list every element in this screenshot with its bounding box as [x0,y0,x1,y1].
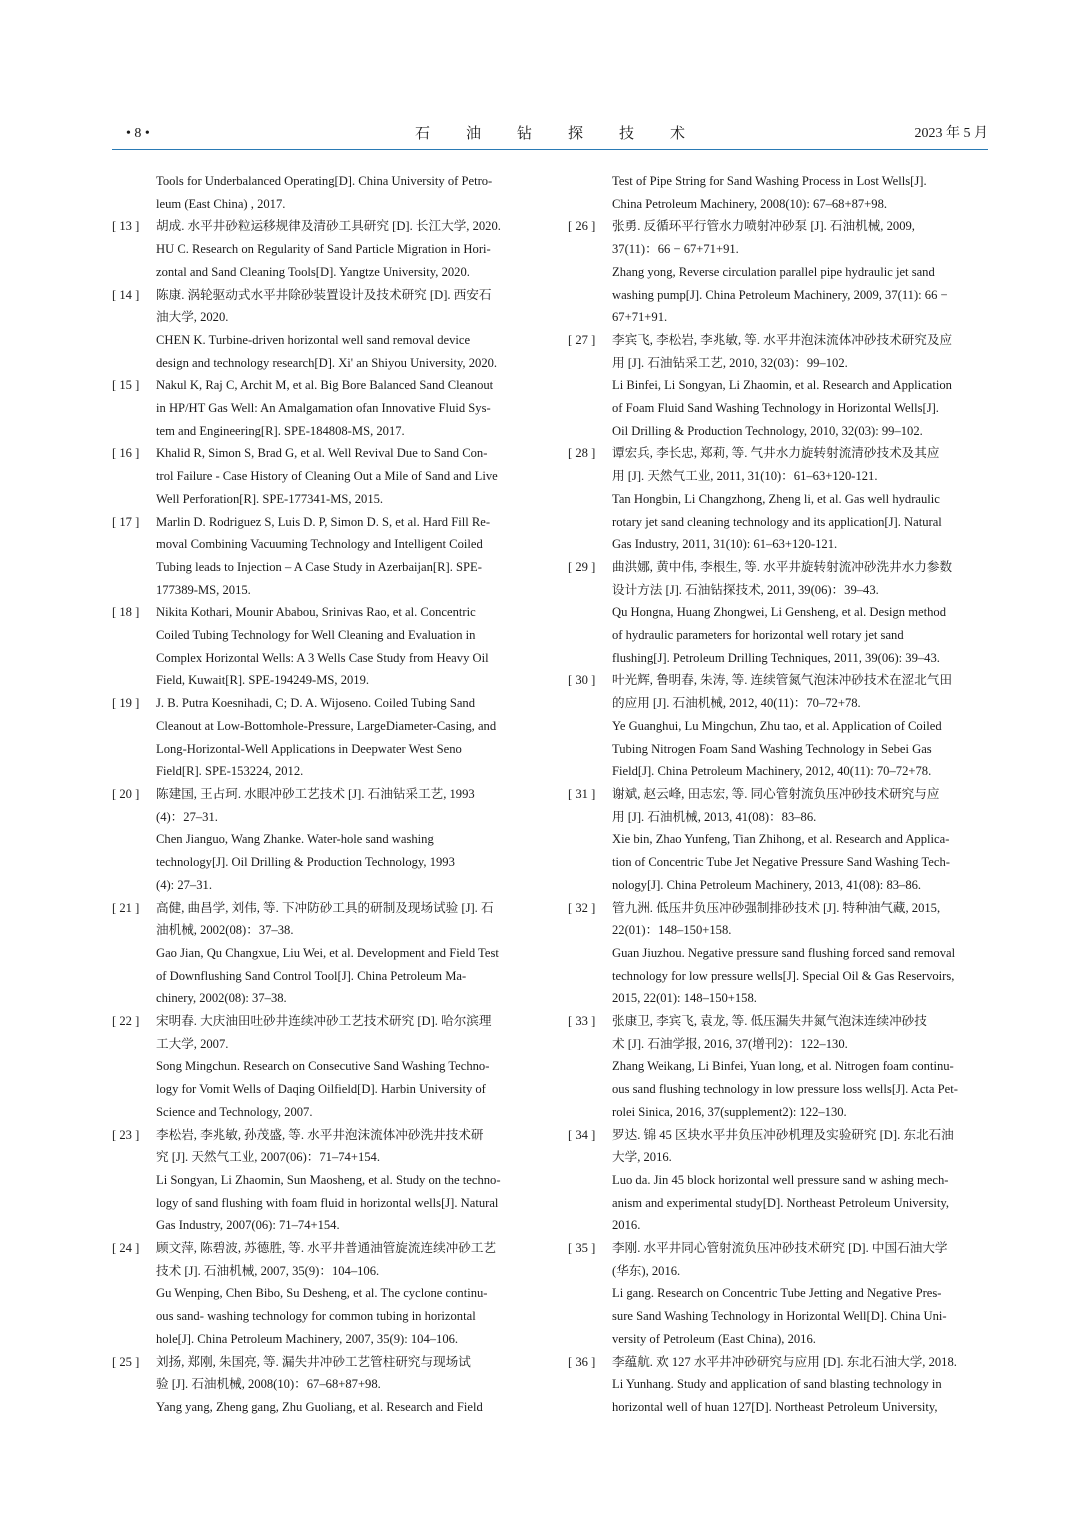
reference-text-line: flushing[J]. Petroleum Drilling Techniques, 2011, 39(06): 39–43. [612,650,940,665]
reference-number: [ 30 ] [568,673,596,688]
reference-text-line: Xie bin, Zhao Yunfeng, Tian Zhihong, et al. Research and Applica- [612,832,950,847]
reference-entry [112,601,532,692]
reference-entry [568,897,988,1011]
reference-text-line: horizontal well of huan 127[D]. Northeast Petroleum University, [612,1399,938,1414]
reference-text-line: Ye Guanghui, Lu Mingchun, Zhu tao, et al. Application of Coiled [612,718,942,733]
left-reference-column [112,170,532,1419]
reference-text-line: 高健, 曲昌学, 刘伟, 等. 下冲防砂工具的研制及现场试验 [J]. 石 [156,900,494,915]
reference-text-line: 技术 [J]. 石油机械, 2007, 35(9)：104–106. [156,1263,380,1278]
reference-entry [568,669,988,783]
reference-text-line: Chen Jianguo, Wang Zhanke. Water-hole sand washing [156,832,434,847]
reference-entry [112,374,532,442]
reference-text-line: Gas Industry, 2007(06): 71–74+154. [156,1218,340,1233]
reference-text-line: 曲洪娜, 黄中伟, 李根生, 等. 水平井旋转射流冲砂洗井水力参数 [612,559,953,574]
reference-text-line: Nikita Kothari, Mounir Ababou, Srinivas Rao, et al. Concentric [156,605,476,620]
reference-entry [112,511,532,602]
reference-number: [ 36 ] [568,1354,596,1369]
reference-text-line: Tubing leads to Injection – A Case Study in Azerbaijan[R]. SPE- [156,559,482,574]
reference-text-line: Zhang Weikang, Li Binfei, Yuan long, et al. Nitrogen foam continu- [612,1059,954,1074]
reference-text-line: Complex Horizontal Wells: A 3 Wells Case Study from Heavy Oil [156,650,489,665]
reference-text-line: logy of sand flushing with foam fluid in horizontal wells[J]. Natural [156,1195,499,1210]
reference-entry [112,1124,532,1238]
reference-entry [112,783,532,897]
reference-text-line: chinery, 2002(08): 37–38. [156,991,287,1006]
page-number: • 8 • [126,126,150,141]
reference-text-line: 李宾飞, 李松岩, 李兆敏, 等. 水平井泡沫流体冲砂技术研究及应 [612,332,953,347]
reference-text-line: Nakul K, Raj C, Archit M, et al. Big Bore Balanced Sand Cleanout [156,378,494,393]
reference-entry [568,1124,988,1238]
reference-text-line: HU C. Research on Regularity of Sand Particle Migration in Hori- [156,242,491,257]
reference-number: [ 13 ] [112,219,140,234]
reference-text-line: Tubing Nitrogen Foam Sand Washing Technology in Sebei Gas [612,741,932,756]
reference-text-line: J. B. Putra Koesnihadi, C; D. A. Wijoseno. Coiled Tubing Sand [156,696,476,711]
reference-text-line: 张勇. 反循环平行管水力喷射冲砂泵 [J]. 石油机械, 2009, [612,219,915,234]
reference-number: [ 26 ] [568,219,596,234]
reference-text-line: hole[J]. China Petroleum Machinery, 2007, 35(9): 104–106. [156,1331,459,1346]
reference-text-line: Test of Pipe String for Sand Washing Process in Lost Wells[J]. [612,174,927,188]
reference-text-line: 的应用 [J]. 石油机械, 2012, 40(11)：70–72+78. [612,696,861,711]
reference-text-line: zontal and Sand Cleaning Tools[D]. Yangtze University, 2020. [156,264,470,279]
reference-text-line: 谢斌, 赵云峰, 田志宏, 等. 同心管射流负压冲砂技术研究与应 [612,786,940,801]
reference-text-line: Zhang yong, Reverse circulation parallel pipe hydraulic jet sand [612,264,935,279]
reference-entry [568,170,988,215]
reference-text-line: Field[J]. China Petroleum Machinery, 2012, 40(11): 70–72+78. [612,764,932,779]
journal-title: 石油钻探技术 [414,126,721,142]
reference-number: [ 20 ] [112,786,140,801]
reference-text-line: ous sand flushing technology in low pressure loss wells[J]. Acta Pet- [612,1082,958,1097]
reference-text-line: Field[R]. SPE-153224, 2012. [156,764,304,779]
reference-text-line: trol Failure - Case History of Cleaning Out a Mile of Sand and Live [156,469,498,484]
reference-text-line: of Downflushing Sand Control Tool[J]. China Petroleum Ma- [156,968,467,983]
reference-text-line: 陈康. 涡轮驱动式水平井除砂装置设计及技术研究 [D]. 西安石 [156,287,492,302]
reference-text-line: 叶光辉, 鲁明春, 朱涛, 等. 连续管氮气泡沫冲砂技术在涩北气田 [612,673,953,688]
reference-number: [ 31 ] [568,786,596,801]
reference-text-line: 2015, 22(01): 148–150+158. [612,991,757,1006]
reference-number: [ 15 ] [112,378,140,393]
reference-text-line: Li Yunhang. Study and application of sand blasting technology in [612,1377,942,1392]
reference-text-line: of hydraulic parameters for horizontal well rotary jet sand [612,628,904,643]
reference-entry [112,1237,532,1351]
reference-text-line: 顾文萍, 陈碧波, 苏德胜, 等. 水平井普通油管旋流连续冲砂工艺 [156,1241,497,1256]
reference-number: [ 17 ] [112,514,140,529]
reference-number: [ 18 ] [112,605,140,620]
reference-text-line: nology[J]. China Petroleum Machinery, 2013, 41(08): 83–86. [612,877,922,892]
reference-text-line: Cleanout at Low-Bottomhole-Pressure, LargeDiameter-Casing, and [156,718,497,733]
reference-text-line: rotary jet sand cleaning technology and its application[J]. Natural [612,514,942,529]
reference-text-line: 大学, 2016. [612,1150,672,1165]
reference-text-line: 宋明春. 大庆油田吐砂井连续冲砂工艺技术研究 [D]. 哈尔滨理 [156,1014,492,1029]
reference-text-line: CHEN K. Turbine-driven horizontal well sand removal device [156,332,471,347]
reference-text-line: 177389-MS, 2015. [156,582,251,597]
reference-entry [568,783,988,897]
reference-entry [112,442,532,510]
reference-text-line: moval Combining Vacuuming Technology and Intelligent Coiled [156,537,483,552]
reference-text-line: Li Binfei, Li Songyan, Li Zhaomin, et al. Research and Application [612,378,952,393]
reference-number: [ 19 ] [112,696,140,711]
reference-text-line: (4)：27–31. [156,809,218,824]
reference-text-line: 胡成. 水平井砂粒运移规律及清砂工具研究 [D]. 长江大学, 2020. [156,219,501,234]
reference-text-line: technology[J]. Oil Drilling & Production Technology, 1993 [156,855,455,870]
reference-entry [568,1010,988,1124]
reference-text-line: Li gang. Research on Concentric Tube Jetting and Negative Pres- [612,1286,942,1301]
reference-text-line: tion of Concentric Tube Jet Negative Pressure Sand Washing Tech- [612,855,950,870]
reference-entry [112,1010,532,1124]
reference-number: [ 29 ] [568,559,596,574]
reference-text-line: sure Sand Washing Technology in Horizontal Well[D]. China Uni- [612,1309,947,1324]
reference-number: [ 34 ] [568,1127,596,1142]
reference-text-line: Gao Jian, Qu Changxue, Liu Wei, et al. Development and Field Test [156,945,499,960]
reference-text-line: Guan Jiuzhou. Negative pressure sand flushing forced sand removal [612,945,956,960]
reference-text-line: 究 [J]. 天然气工业, 2007(06)：71–74+154. [156,1150,380,1165]
reference-number: [ 23 ] [112,1127,140,1142]
reference-text-line: 管九洲. 低压井负压冲砂强制排砂技术 [J]. 特种油气藏, 2015, [612,900,941,915]
reference-text-line: ous sand- washing technology for common tubing in horizontal [156,1309,476,1324]
reference-entry [568,556,988,670]
reference-entry [568,215,988,329]
reference-text-line: Gu Wenping, Chen Bibo, Su Desheng, et al. The cyclone continu- [156,1286,488,1301]
right-reference-column [568,170,988,1419]
reference-entry [112,1351,532,1419]
reference-text-line: 用 [J]. 石油机械, 2013, 41(08)：83–86. [612,809,817,824]
reference-text-line: leum (East China) , 2017. [156,196,286,211]
reference-text-line: Long-Horizontal-Well Applications in Deepwater West Seno [156,741,462,756]
reference-text-line: 油机械, 2002(08)：37–38. [156,923,294,938]
reference-text-line: (华东), 2016. [612,1263,681,1278]
reference-text-line: tem and Engineering[R]. SPE-184808-MS, 2017. [156,423,405,438]
reference-text-line: 67+71+91. [612,310,668,325]
reference-entry [112,897,532,1011]
reference-text-line: Qu Hongna, Huang Zhongwei, Li Gensheng, et al. Design method [612,605,947,620]
reference-number: [ 24 ] [112,1241,140,1256]
reference-text-line: Well Perforation[R]. SPE-177341-MS, 2015. [156,491,384,506]
reference-entry [112,284,532,375]
reference-text-line: in HP/HT Gas Well: An Amalgamation ofan Innovative Fluid Sys- [156,401,491,416]
reference-text-line: Yang yang, Zheng gang, Zhu Guoliang, et al. Research and Field [156,1399,483,1414]
reference-entry [568,1351,988,1419]
reference-number: [ 21 ] [112,900,140,915]
reference-number: [ 16 ] [112,446,140,461]
reference-text-line: China Petroleum Machinery, 2008(10): 67–68+87+98. [612,196,888,211]
reference-text-line: logy for Vomit Wells of Daqing Oilfield[D]. Harbin University of [156,1082,486,1097]
reference-text-line: anism and experimental study[D]. Northeast Petroleum University, [612,1195,950,1210]
reference-text-line: versity of Petroleum (East China), 2016. [612,1331,816,1346]
reference-text-line: 李松岩, 李兆敏, 孙茂盛, 等. 水平井泡沫流体冲砂洗井技术研 [156,1127,484,1142]
reference-text-line: 谭宏兵, 李长忠, 郑莉, 等. 气井水力旋转射流清砂技术及其应 [612,446,940,461]
reference-entry [568,442,988,556]
header-rule [112,149,988,150]
reference-text-line: technology for low pressure wells[J]. Special Oil & Gas Reservoirs, [612,968,955,983]
reference-text-line: 李刚. 水平井同心管射流负压冲砂技术研究 [D]. 中国石油大学 [612,1241,948,1256]
reference-text-line: 37(11)：66 − 67+71+91. [612,242,739,257]
reference-text-line: 陈建国, 王占珂. 水眼冲砂工艺技术 [J]. 石油钻采工艺, 1993 [156,786,475,801]
reference-text-line: 术 [J]. 石油学报, 2016, 37(增刊2)：122–130. [612,1036,848,1051]
reference-text-line: 验 [J]. 石油机械, 2008(10)：67–68+87+98. [156,1377,381,1392]
reference-text-line: design and technology research[D]. Xi' an Shiyou University, 2020. [156,355,498,370]
reference-number: [ 27 ] [568,332,596,347]
reference-number: [ 33 ] [568,1014,596,1029]
reference-text-line: Khalid R, Simon S, Brad G, et al. Well Revival Due to Sand Con- [156,446,488,461]
reference-number: [ 14 ] [112,287,140,302]
reference-text-line: Li Songyan, Li Zhaomin, Sun Maosheng, et al. Study on the techno- [156,1172,501,1187]
reference-text-line: 李蕴航. 欢 127 水平井冲砂研究与应用 [D]. 东北石油大学, 2018. [612,1354,957,1369]
reference-text-line: washing pump[J]. China Petroleum Machinery, 2009, 37(11): 66 − [612,287,948,302]
reference-text-line: (4): 27–31. [156,877,212,892]
issue-date: 2023 年 5 月 [914,126,988,141]
reference-text-line: 设计方法 [J]. 石油钻探技术, 2011, 39(06)：39–43. [612,582,879,597]
reference-entry [568,329,988,443]
reference-text-line: Tools for Underbalanced Operating[D]. China University of Petro- [156,174,493,188]
page-header [112,124,988,148]
reference-text-line: Song Mingchun. Research on Consecutive Sand Washing Techno- [156,1059,490,1074]
reference-text-line: of Foam Fluid Sand Washing Technology in Horizontal Wells[J]. [612,401,939,416]
reference-text-line: rolei Sinica, 2016, 37(supplement2): 122–130. [612,1104,847,1119]
reference-text-line: Gas Industry, 2011, 31(10): 61–63+120-121. [612,537,838,552]
reference-number: [ 28 ] [568,446,596,461]
reference-entry [568,1237,988,1351]
reference-number: [ 22 ] [112,1014,140,1029]
reference-entry [112,170,532,215]
reference-text-line: Science and Technology, 2007. [156,1104,313,1119]
reference-text-line: 罗达. 锦 45 区块水平井负压冲砂机理及实验研究 [D]. 东北石油 [612,1127,954,1142]
reference-text-line: Oil Drilling & Production Technology, 2010, 32(03): 99–102. [612,423,923,438]
reference-number: [ 25 ] [112,1354,140,1369]
reference-text-line: Field, Kuwait[R]. SPE-194249-MS, 2019. [156,673,370,688]
reference-entry [112,215,532,283]
reference-text-line: 张康卫, 李宾飞, 袁龙, 等. 低压漏失井氮气泡沫连续冲砂技 [612,1014,927,1029]
reference-text-line: 工大学, 2007. [156,1036,229,1051]
reference-number: [ 35 ] [568,1241,596,1256]
reference-number: [ 32 ] [568,900,596,915]
reference-text-line: 用 [J]. 天然气工业, 2011, 31(10)：61–63+120-121. [612,469,878,484]
reference-text-line: Luo da. Jin 45 block horizontal well pressure sand w ashing mech- [612,1172,949,1187]
reference-entry [112,692,532,783]
reference-text-line: 油大学, 2020. [156,310,229,325]
reference-text-line: 用 [J]. 石油钻采工艺, 2010, 32(03)：99–102. [612,355,848,370]
reference-text-line: Tan Hongbin, Li Changzhong, Zheng li, et al. Gas well hydraulic [612,491,940,506]
reference-text-line: Coiled Tubing Technology for Well Cleaning and Evaluation in [156,628,476,643]
reference-text-line: 刘扬, 郑刚, 朱国亮, 等. 漏失井冲砂工艺管柱研究与现场试 [156,1354,471,1369]
reference-text-line: 2016. [612,1218,641,1233]
reference-text-line: 22(01)：148–150+158. [612,923,732,938]
reference-text-line: Marlin D. Rodriguez S, Luis D. P, Simon D. S, et al. Hard Fill Re- [156,514,491,529]
